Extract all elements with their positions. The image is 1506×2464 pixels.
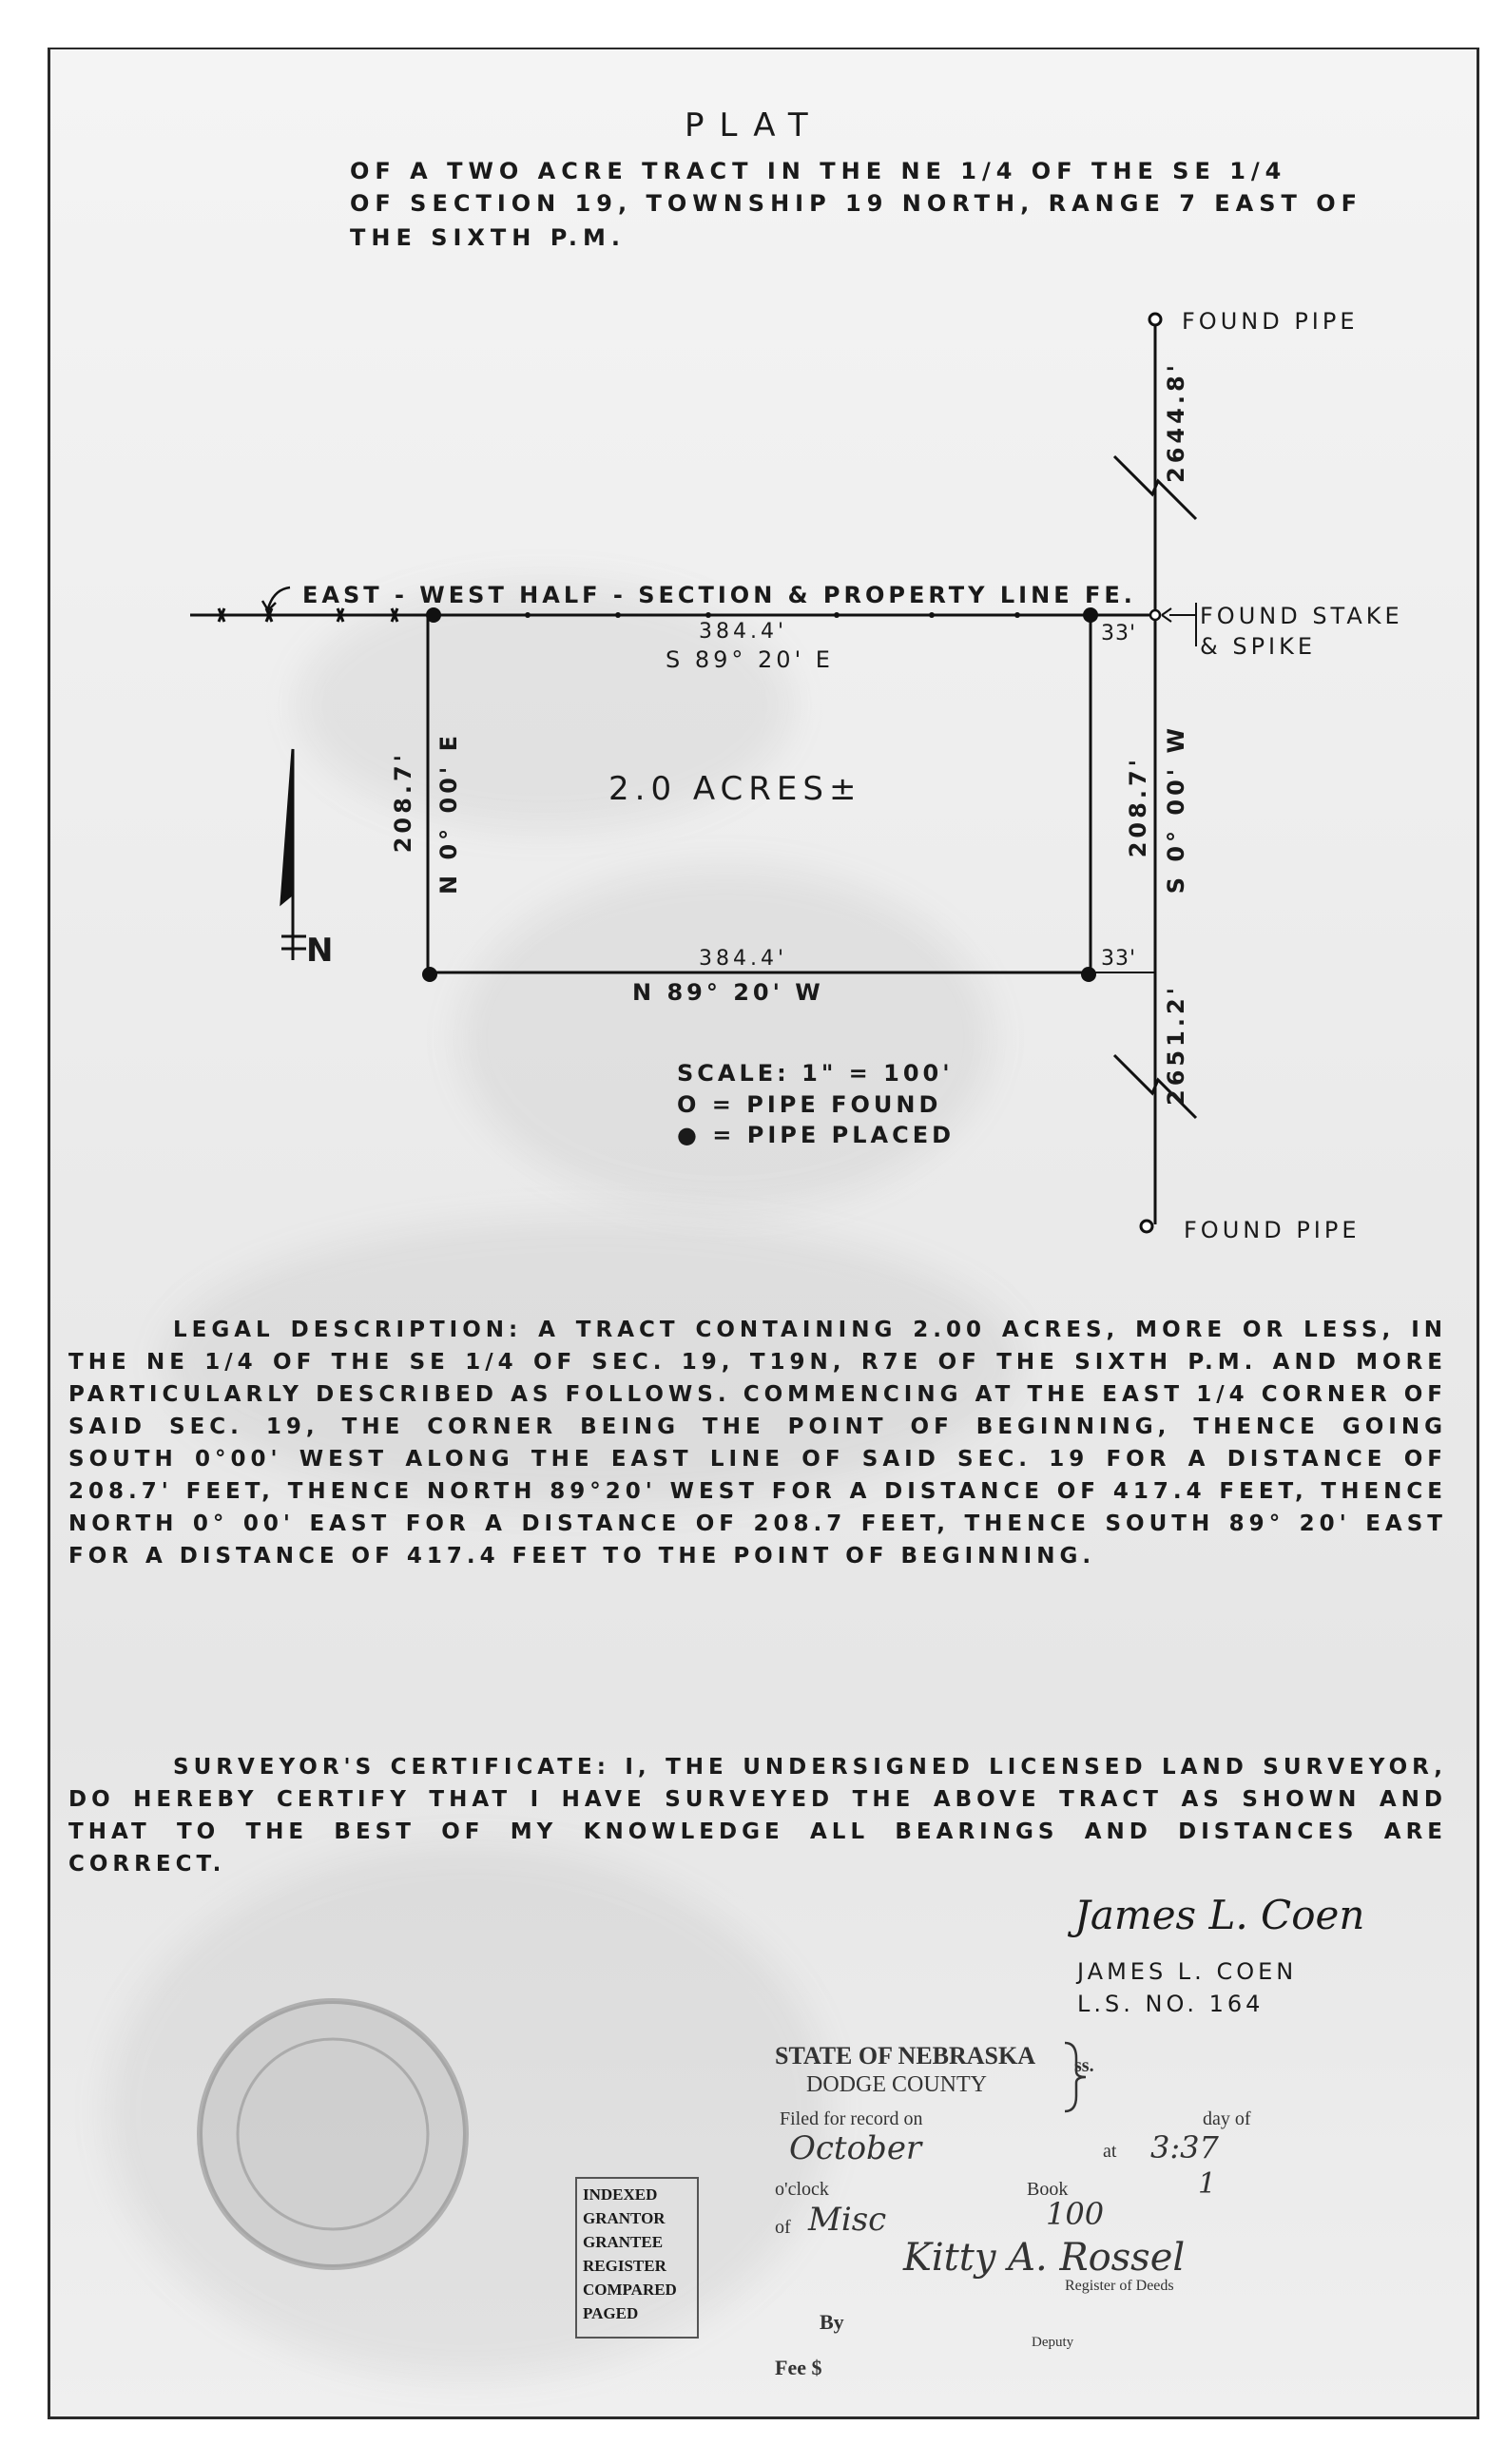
top-length-label: 384.4' — [699, 620, 788, 644]
found-stake-label-1: FOUND STAKE — [1200, 603, 1403, 629]
index-compared: COMPARED — [583, 2281, 677, 2299]
pipe-placed-se — [1081, 967, 1096, 982]
right-length-label: 208.7' — [1125, 756, 1151, 858]
distance-north-label: 2644.8' — [1163, 361, 1189, 483]
left-length-label: 208.7' — [390, 751, 416, 854]
stamp-book: Book — [1027, 2179, 1069, 2200]
stamp-brace — [1057, 2039, 1095, 2115]
stamp-ss: ss. — [1074, 2055, 1094, 2076]
bottom-bearing-label: N 89° 20' W — [632, 979, 824, 1006]
surveyor-certificate — [68, 1751, 1447, 1880]
document-title: PLAT — [685, 106, 823, 144]
stamp-of: of — [775, 2217, 791, 2238]
legend-pipe-found: O = PIPE FOUND — [677, 1091, 942, 1118]
legend-pipe-placed: ● = PIPE PLACED — [677, 1122, 956, 1148]
offset-top-label: 33' — [1101, 622, 1137, 645]
found-pipe-label-top: FOUND PIPE — [1182, 308, 1359, 335]
offset-bottom-label: 33' — [1101, 947, 1137, 971]
leader-arrow — [268, 587, 290, 608]
surveyor-name: JAMES L. COEN — [1077, 1958, 1298, 1985]
stamp-by: By — [820, 2310, 844, 2334]
surveyor-seal — [190, 1992, 475, 2277]
top-bearing-label: S 89° 20' E — [666, 646, 834, 673]
stamp-page: 100 — [1046, 2196, 1105, 2232]
register-signature: Kitty A. Rossel — [903, 2236, 1186, 2280]
bottom-length-label: 384.4' — [699, 947, 788, 971]
stamp-county: DODGE COUNTY — [806, 2072, 987, 2097]
found-pipe-south-marker — [1141, 1221, 1152, 1232]
stamp-time: 3:37 — [1150, 2129, 1219, 2166]
legal-description-text: LEGAL DESCRIPTION: A TRACT CONTAINING 2.00 ACRES, MORE OR LESS, IN THE NE 1/4 OF THE SE 1/4 OF SEC. 19, T19N, R7E OF THE SIXTH P.M. AND MORE PARTICULARLY DESCRIBED AS FOLLOWS. COMMENCING AT THE EAST 1/4 CORNER OF SAID SEC. 19, THE CORNER BEING THE POINT OF BEGINNING, THENCE GOING SOUTH 0°00' WEST ALONG THE EAST LINE OF SAID SEC. 19 FOR A DISTANCE OF 208.7' FEET, THENCE NORTH 89°20' WEST FOR A DISTANCE OF 417.4 FEET, THENCE NORTH 0° 00' EAST FOR A DISTANCE OF 208.7 FEET, THENCE SOUTH 89° 20' EAST FOR A DISTANCE OF 417.4 FEET TO THE POINT OF BEGINNING. — [68, 1318, 1447, 1569]
surveyor-signature: James L. Coen — [1074, 1892, 1365, 1938]
index-grantee: GRANTEE — [583, 2233, 664, 2251]
index-paged: PAGED — [583, 2304, 639, 2322]
title-line-2: OF SECTION 19, TOWNSHIP 19 NORTH, RANGE 7 EAST OF — [350, 190, 1363, 217]
index-box — [575, 2177, 699, 2339]
distance-south-label: 2651.2' — [1163, 984, 1189, 1106]
stamp-misc: Misc — [808, 2201, 887, 2239]
stamp-deputy: Deputy — [1032, 2335, 1074, 2350]
north-arrow-icon — [281, 749, 306, 960]
title-line-3: THE SIXTH P.M. — [350, 224, 627, 251]
index-indexed: INDEXED — [583, 2185, 658, 2204]
found-pipe-north-marker — [1149, 314, 1161, 325]
left-bearing-label: N 0° 00' E — [435, 732, 462, 895]
certificate-text: SURVEYOR'S CERTIFICATE: I, THE UNDERSIGNED LICENSED LAND SURVEYOR, DO HEREBY CERTIFY THAT I HAVE SURVEYED THE ABOVE TRACT AS SHOWN AND THAT TO THE BEST OF MY KNOWLEDGE ALL BEARINGS AND DISTANCES ARE CORRECT. — [68, 1755, 1447, 1877]
index-register: REGISTER — [583, 2257, 666, 2275]
legal-description — [68, 1314, 1447, 1572]
right-bearing-label: S 0° 00' W — [1163, 724, 1189, 895]
property-line-label: EAST - WEST HALF - SECTION & PROPERTY LINE FE. — [302, 582, 1136, 608]
stamp-day-of: day of — [1203, 2108, 1251, 2129]
stamp-book-no: 1 — [1198, 2167, 1217, 2201]
area-label: 2.0 ACRES± — [608, 770, 862, 808]
stamp-filed: Filed for record on — [780, 2108, 923, 2129]
stamp-fee: Fee $ — [775, 2356, 822, 2379]
index-grantor: GRANTOR — [583, 2209, 666, 2227]
title-line-1: OF A TWO ACRE TRACT IN THE NE 1/4 OF THE SE 1/4 — [350, 158, 1287, 184]
pipe-placed-sw — [422, 967, 437, 982]
stamp-at: at — [1103, 2141, 1117, 2162]
pipe-placed-nw — [426, 607, 441, 623]
stamp-state: STATE OF NEBRASKA — [775, 2042, 1036, 2069]
found-stake-marker — [1150, 610, 1160, 620]
found-pipe-label-bottom: FOUND PIPE — [1184, 1217, 1361, 1243]
north-label: N — [306, 932, 338, 970]
stamp-register-title: Register of Deeds — [1065, 2278, 1174, 2294]
pipe-placed-ne — [1083, 607, 1098, 623]
stamp-month: October — [789, 2129, 922, 2167]
found-stake-label-2: & SPIKE — [1200, 633, 1317, 660]
scale-label: SCALE: 1" = 100' — [677, 1060, 954, 1087]
stamp-oclock: o'clock — [775, 2179, 829, 2200]
surveyor-license: L.S. NO. 164 — [1077, 1991, 1265, 2017]
